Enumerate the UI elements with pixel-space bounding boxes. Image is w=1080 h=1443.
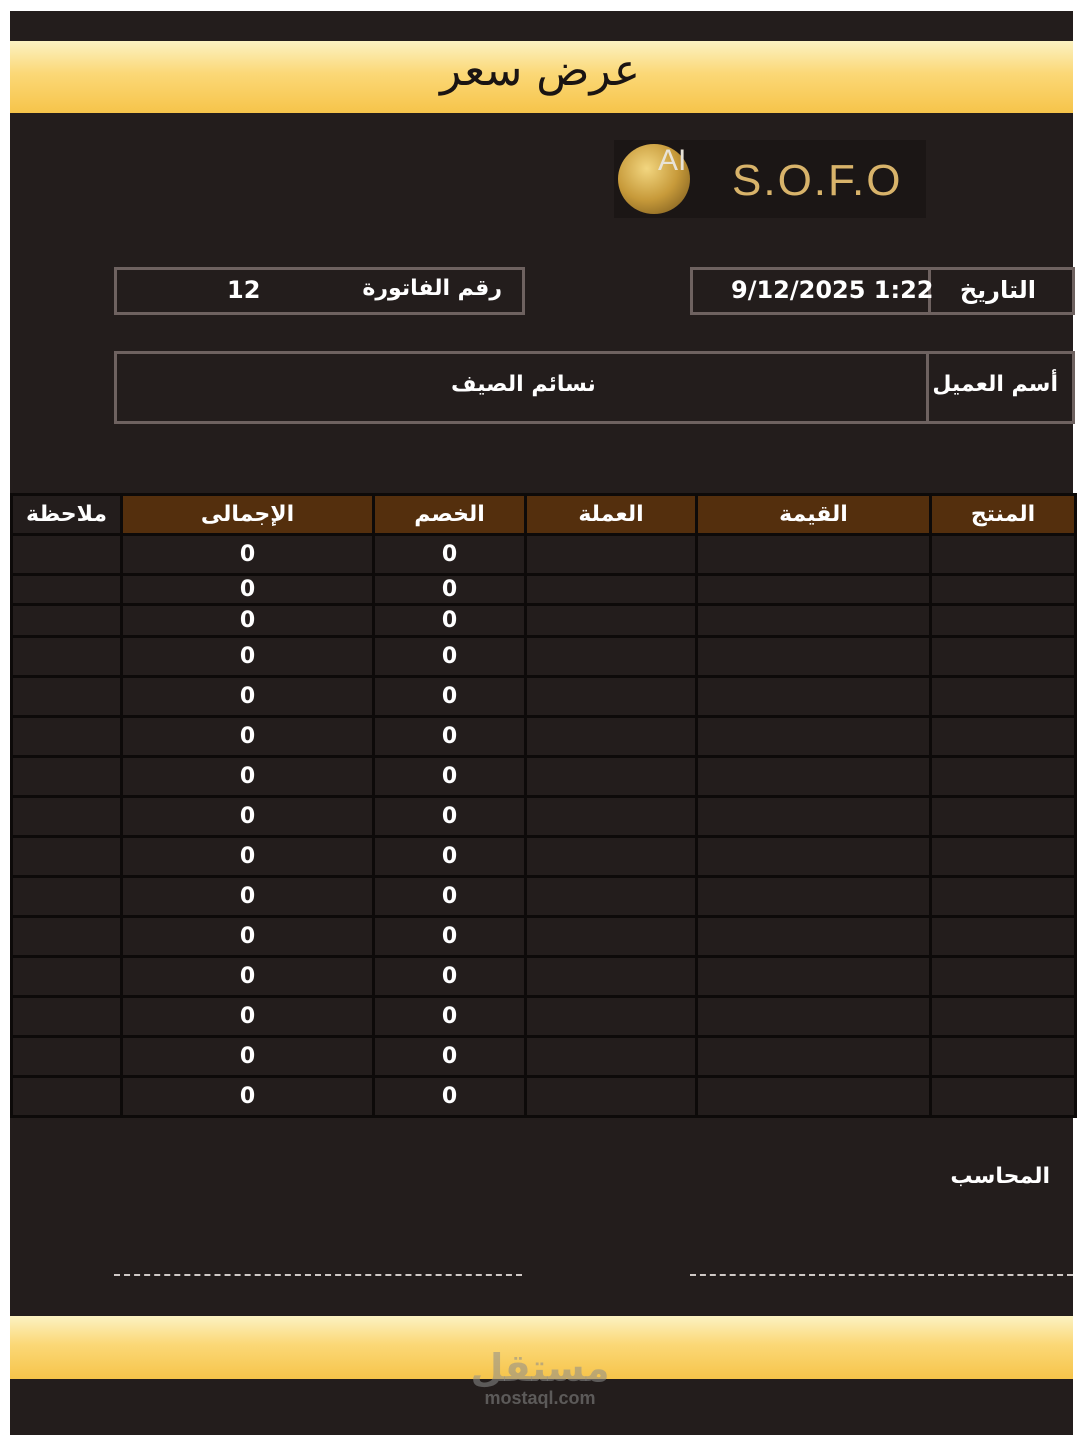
total-cell[interactable]: 0 bbox=[122, 1077, 374, 1117]
column-header-note: ملاحظة bbox=[12, 495, 122, 535]
table-row bbox=[12, 605, 1076, 637]
total-cell[interactable]: 0 bbox=[122, 757, 374, 797]
discount-cell[interactable]: 0 bbox=[374, 575, 526, 605]
signature-line-right bbox=[690, 1274, 1073, 1276]
logo-wordmark: S.O.F.O bbox=[732, 156, 903, 205]
table-row bbox=[12, 677, 1076, 717]
value-cell[interactable] bbox=[697, 677, 931, 717]
discount-cell[interactable]: 0 bbox=[374, 917, 526, 957]
discount-cell[interactable]: 0 bbox=[374, 535, 526, 575]
value-cell[interactable] bbox=[697, 1077, 931, 1117]
discount-cell[interactable]: 0 bbox=[374, 837, 526, 877]
value-cell[interactable] bbox=[697, 605, 931, 637]
product-cell[interactable] bbox=[931, 1077, 1076, 1117]
discount-cell[interactable]: 0 bbox=[374, 757, 526, 797]
date-value: 9/12/2025 1:22 bbox=[731, 276, 934, 304]
note-cell[interactable] bbox=[12, 837, 122, 877]
customer-box-divider bbox=[926, 354, 929, 421]
currency-cell[interactable] bbox=[526, 575, 697, 605]
value-cell[interactable] bbox=[697, 837, 931, 877]
currency-cell[interactable] bbox=[526, 797, 697, 837]
value-cell[interactable] bbox=[697, 535, 931, 575]
discount-cell[interactable]: 0 bbox=[374, 957, 526, 997]
table-row bbox=[12, 917, 1076, 957]
product-cell[interactable] bbox=[931, 997, 1076, 1037]
total-cell[interactable]: 0 bbox=[122, 997, 374, 1037]
invoice-number-value: 12 bbox=[227, 276, 261, 304]
note-cell[interactable] bbox=[12, 575, 122, 605]
currency-cell[interactable] bbox=[526, 605, 697, 637]
product-cell[interactable] bbox=[931, 917, 1076, 957]
watermark bbox=[470, 1348, 610, 1409]
total-cell[interactable]: 0 bbox=[122, 637, 374, 677]
value-cell[interactable] bbox=[697, 797, 931, 837]
signature-line-left bbox=[114, 1274, 522, 1276]
product-cell[interactable] bbox=[931, 677, 1076, 717]
note-cell[interactable] bbox=[12, 677, 122, 717]
value-cell[interactable] bbox=[697, 877, 931, 917]
accountant-label: المحاسب bbox=[950, 1164, 1050, 1189]
value-cell[interactable] bbox=[697, 957, 931, 997]
note-cell[interactable] bbox=[12, 1077, 122, 1117]
column-header-value: القيمة bbox=[697, 495, 931, 535]
table-row bbox=[12, 957, 1076, 997]
table-row bbox=[12, 637, 1076, 677]
discount-cell[interactable]: 0 bbox=[374, 717, 526, 757]
table-row bbox=[12, 575, 1076, 605]
watermark-latin: mostaql.com bbox=[484, 1388, 596, 1408]
total-cell[interactable]: 0 bbox=[122, 605, 374, 637]
currency-cell[interactable] bbox=[526, 757, 697, 797]
product-cell[interactable] bbox=[931, 797, 1076, 837]
note-cell[interactable] bbox=[12, 997, 122, 1037]
note-cell[interactable] bbox=[12, 797, 122, 837]
total-cell[interactable]: 0 bbox=[122, 797, 374, 837]
note-cell[interactable] bbox=[12, 957, 122, 997]
value-cell[interactable] bbox=[697, 1037, 931, 1077]
discount-cell[interactable]: 0 bbox=[374, 1037, 526, 1077]
value-cell[interactable] bbox=[697, 717, 931, 757]
discount-cell[interactable]: 0 bbox=[374, 637, 526, 677]
total-cell[interactable]: 0 bbox=[122, 535, 374, 575]
date-box bbox=[690, 267, 1075, 315]
product-cell[interactable] bbox=[931, 1037, 1076, 1077]
note-cell[interactable] bbox=[12, 1037, 122, 1077]
value-cell[interactable] bbox=[697, 997, 931, 1037]
discount-cell[interactable]: 0 bbox=[374, 1077, 526, 1117]
invoice-number-box bbox=[114, 267, 525, 315]
note-cell[interactable] bbox=[12, 605, 122, 637]
product-cell[interactable] bbox=[931, 535, 1076, 575]
value-cell[interactable] bbox=[697, 757, 931, 797]
customer-box bbox=[114, 351, 1075, 424]
table-header-row bbox=[12, 495, 1076, 535]
value-cell[interactable] bbox=[697, 575, 931, 605]
column-header-total: الإجمالى bbox=[122, 495, 374, 535]
total-cell[interactable]: 0 bbox=[122, 837, 374, 877]
discount-cell[interactable]: 0 bbox=[374, 605, 526, 637]
currency-cell[interactable] bbox=[526, 1077, 697, 1117]
currency-cell[interactable] bbox=[526, 637, 697, 677]
customer-name: نسائم الصيف bbox=[451, 372, 596, 397]
currency-cell[interactable] bbox=[526, 837, 697, 877]
total-cell[interactable]: 0 bbox=[122, 917, 374, 957]
currency-cell[interactable] bbox=[526, 717, 697, 757]
currency-cell[interactable] bbox=[526, 957, 697, 997]
watermark-arabic: مستقل bbox=[470, 1346, 610, 1390]
table-row bbox=[12, 535, 1076, 575]
product-cell[interactable] bbox=[931, 717, 1076, 757]
table-row bbox=[12, 997, 1076, 1037]
column-header-product: المنتج bbox=[931, 495, 1076, 535]
value-cell[interactable] bbox=[697, 637, 931, 677]
note-cell[interactable] bbox=[12, 637, 122, 677]
total-cell[interactable]: 0 bbox=[122, 717, 374, 757]
currency-cell[interactable] bbox=[526, 917, 697, 957]
note-cell[interactable] bbox=[12, 917, 122, 957]
discount-cell[interactable]: 0 bbox=[374, 797, 526, 837]
document-title: عرض سعر bbox=[439, 45, 641, 96]
total-cell[interactable]: 0 bbox=[122, 957, 374, 997]
table-row bbox=[12, 757, 1076, 797]
note-cell[interactable] bbox=[12, 535, 122, 575]
product-cell[interactable] bbox=[931, 957, 1076, 997]
table-row bbox=[12, 797, 1076, 837]
total-cell[interactable]: 0 bbox=[122, 677, 374, 717]
total-cell[interactable]: 0 bbox=[122, 877, 374, 917]
invoice-number-label: رقم الفاتورة bbox=[362, 276, 502, 301]
column-header-discount: الخصم bbox=[374, 495, 526, 535]
total-cell[interactable]: 0 bbox=[122, 1037, 374, 1077]
currency-cell[interactable] bbox=[526, 535, 697, 575]
product-cell[interactable] bbox=[931, 575, 1076, 605]
currency-cell[interactable] bbox=[526, 877, 697, 917]
product-cell[interactable] bbox=[931, 757, 1076, 797]
items-table bbox=[10, 493, 1077, 1118]
customer-label: أسم العميل bbox=[932, 372, 1058, 397]
table-row bbox=[12, 837, 1076, 877]
table-row bbox=[12, 717, 1076, 757]
product-cell[interactable] bbox=[931, 605, 1076, 637]
table-row bbox=[12, 877, 1076, 917]
discount-cell[interactable]: 0 bbox=[374, 677, 526, 717]
total-cell[interactable]: 0 bbox=[122, 575, 374, 605]
logo-mark: AI bbox=[658, 144, 687, 177]
currency-cell[interactable] bbox=[526, 997, 697, 1037]
product-cell[interactable] bbox=[931, 837, 1076, 877]
currency-cell[interactable] bbox=[526, 1037, 697, 1077]
currency-cell[interactable] bbox=[526, 677, 697, 717]
product-cell[interactable] bbox=[931, 877, 1076, 917]
table-row bbox=[12, 1077, 1076, 1117]
note-cell[interactable] bbox=[12, 877, 122, 917]
note-cell[interactable] bbox=[12, 717, 122, 757]
discount-cell[interactable]: 0 bbox=[374, 877, 526, 917]
column-header-currency: العملة bbox=[526, 495, 697, 535]
product-cell[interactable] bbox=[931, 637, 1076, 677]
note-cell[interactable] bbox=[12, 757, 122, 797]
discount-cell[interactable]: 0 bbox=[374, 997, 526, 1037]
date-label: التاريخ bbox=[959, 276, 1036, 304]
table-row bbox=[12, 1037, 1076, 1077]
value-cell[interactable] bbox=[697, 917, 931, 957]
company-logo bbox=[614, 140, 926, 218]
